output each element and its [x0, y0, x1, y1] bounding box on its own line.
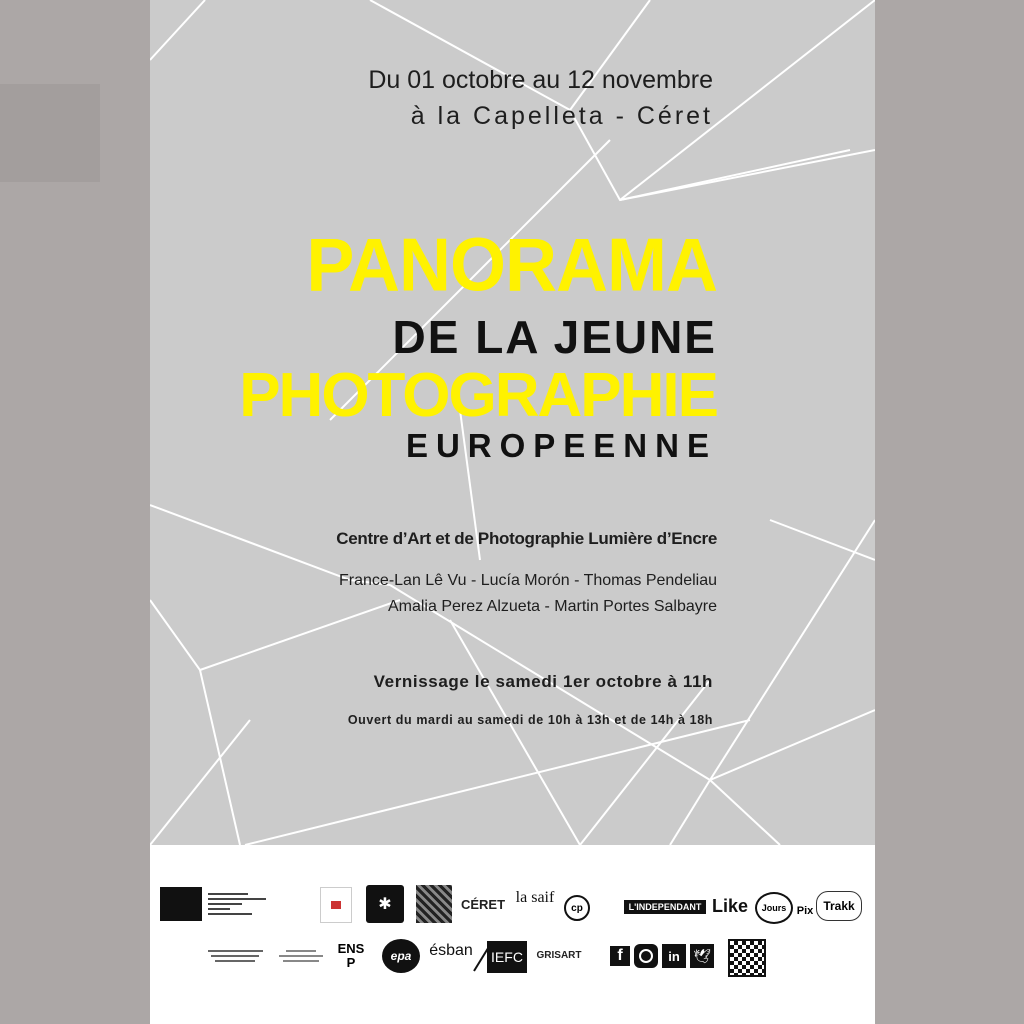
ensp-logo: ENSP [337, 941, 365, 970]
exhibition-dates: Du 01 octobre au 12 novembre [368, 66, 713, 94]
facebook-icon[interactable]: f [610, 946, 630, 966]
la-saif-logo: la saif [515, 889, 555, 906]
pix-logo: Pix [796, 905, 814, 917]
drac-logo [416, 885, 452, 923]
opening-hours: Ouvert du mardi au samedi de 10h à 13h et de 14h à 18h [347, 713, 713, 727]
trakk-logo: Trakk [816, 891, 862, 921]
iefc-logo: IEFC [487, 941, 527, 973]
twitter-icon[interactable]: 🕊 [690, 944, 714, 968]
partner-logos-footer [150, 845, 875, 1024]
occitanie-region-logo: ✱ [366, 885, 404, 923]
partner-logo-left [205, 943, 265, 969]
prefet-logo [320, 887, 352, 923]
left-decorative-block [0, 84, 100, 182]
epa-logo: epa [382, 939, 420, 973]
like-logo: Like [711, 895, 749, 916]
grisart-logo: GRISART [536, 949, 582, 961]
title-photographie: PHOTOGRAPHIE [239, 361, 717, 430]
vernissage-info: Vernissage le samedi 1er octobre à 11h [373, 672, 713, 691]
artists-line-1: France-Lan Lê Vu - Lucía Morón - Thomas Pendeliau [339, 572, 717, 589]
exhibition-venue: à la Capelleta - Céret [410, 102, 713, 130]
instagram-icon[interactable] [634, 944, 658, 968]
linkedin-icon[interactable]: in [662, 944, 686, 968]
lumiere-dencre-logo [160, 887, 202, 921]
title-panorama: PANORAMA [306, 223, 717, 308]
organizer-name: Centre d’Art et de Photographie Lumière d’Encre [336, 529, 717, 548]
artists-line-2: Amalia Perez Alzueta - Martin Portes Salbayre [387, 598, 717, 615]
qr-code[interactable] [728, 939, 766, 977]
title-de-la-jeune: DE LA JEUNE [392, 311, 717, 363]
ceret-logo: CÉRET [460, 896, 506, 912]
title-europeenne: EUROPEENNE [405, 427, 717, 464]
esban-logo: ésban [429, 942, 473, 959]
lumiere-dencre-info-text [208, 889, 268, 919]
partner-logo-script [278, 943, 324, 969]
lindependant-logo: L'INDEPENDANT [624, 900, 706, 914]
cp-copie-privee-logo: cp [564, 895, 590, 921]
jours-logo: Jours [755, 892, 793, 924]
exhibition-poster [150, 0, 875, 1024]
